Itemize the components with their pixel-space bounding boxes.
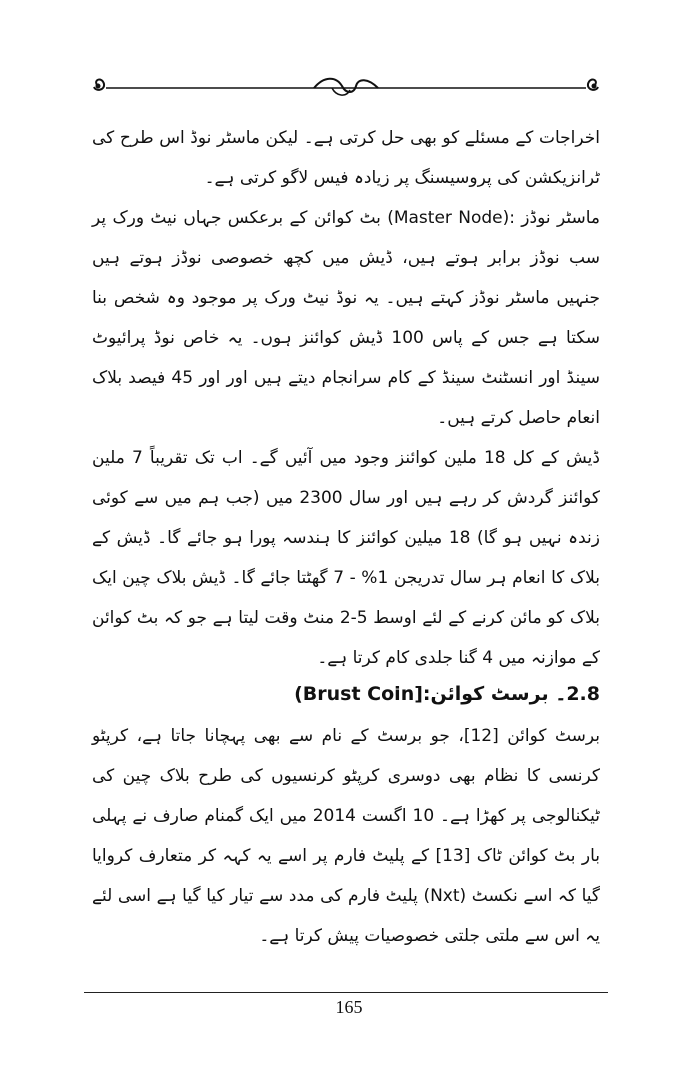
paragraph: ڈیش کے کل 18 ملین کوائنز وجود میں آئیں گے۔ اب تک تقریباً 7 ملین کوائنز گردش کر رہے ہیں اور سال 2300 میں (جب ہم میں سے کوئی زندہ نہیں ہو گا) 18 میلین کوائنز کا ہندسہ پورا ہو جائے گا۔ ڈیش کے بلاک کا انعام ہر سال تدریجن 1% - 7 گھٹتا جائے گا۔ ڈیش بلاک چین ایک بلاک کو مائن کرنے کے لئے اوسط 5-2 منٹ وقت لیتا ہے جو کہ بٹ کوائن کے موازنہ میں 4 گنا جلدی کام کرتا ہے۔ xyxy=(92,448,601,668)
page-number: 165 xyxy=(335,997,363,1017)
section-2-8 xyxy=(92,672,600,956)
paragraph: ماسٹر نوڈز :(Master Node) بٹ کوائن کے برعکس جہاں نیٹ ورک پر سب نوڈز برابر ہوتے ہیں، ڈیش میں کچھ خصوصی نوڈز ہوتے ہیں جنہیں ماسٹر نوڈز کہتے ہیں۔ یہ نوڈ نیٹ ورک پر موجود وہ شخص بنا سکتا ہے جس کے پاس 100 ڈیش کوائنز ہوں۔ یہ خاص نوڈ پرائیوٹ سینڈ اور انسٹنٹ سینڈ کے کام سرانجام دیتے ہیں اور اور 45 فیصد بلاک انعام حاصل کرتے ہیں۔ xyxy=(92,208,600,428)
footer-divider xyxy=(84,992,608,993)
section-heading: 2.8۔ برسٹ کوائن:[Brust Coin) xyxy=(294,683,600,705)
header-ornament xyxy=(84,70,608,106)
body-text-top xyxy=(92,118,600,678)
paragraph: برسٹ کوائن [12]، جو برسٹ کے نام سے بھی پہچانا جاتا ہے، کرپٹو کرنسی کا نظام بھی دوسری کرپٹو کرنسیوں کی طرح بلاک چین کی ٹیکنالوجی پر کھڑا ہے۔ 10 اگست 2014 میں ایک گمنام صارف نے پہلی بار بٹ کوائن ٹاک [13] کے پلیٹ فارم پر اسے یہ کہہ کر متعارف کروایا گیا کہ اسے نکسٹ (Nxt) پلیٹ فارم کی مدد سے تیار کیا گیا ہے اسی لئے یہ اس سے ملتی جلتی خصوصیات پیش کرتا ہے۔ xyxy=(92,726,601,946)
paragraph: اخراجات کے مسئلے کو بھی حل کرتی ہے۔ لیکن ماسٹر نوڈ اس طرح کی ٹرانزیکشن کی پروسیسنگ پر زیادہ فیس لاگو کرتی ہے۔ xyxy=(92,128,600,188)
